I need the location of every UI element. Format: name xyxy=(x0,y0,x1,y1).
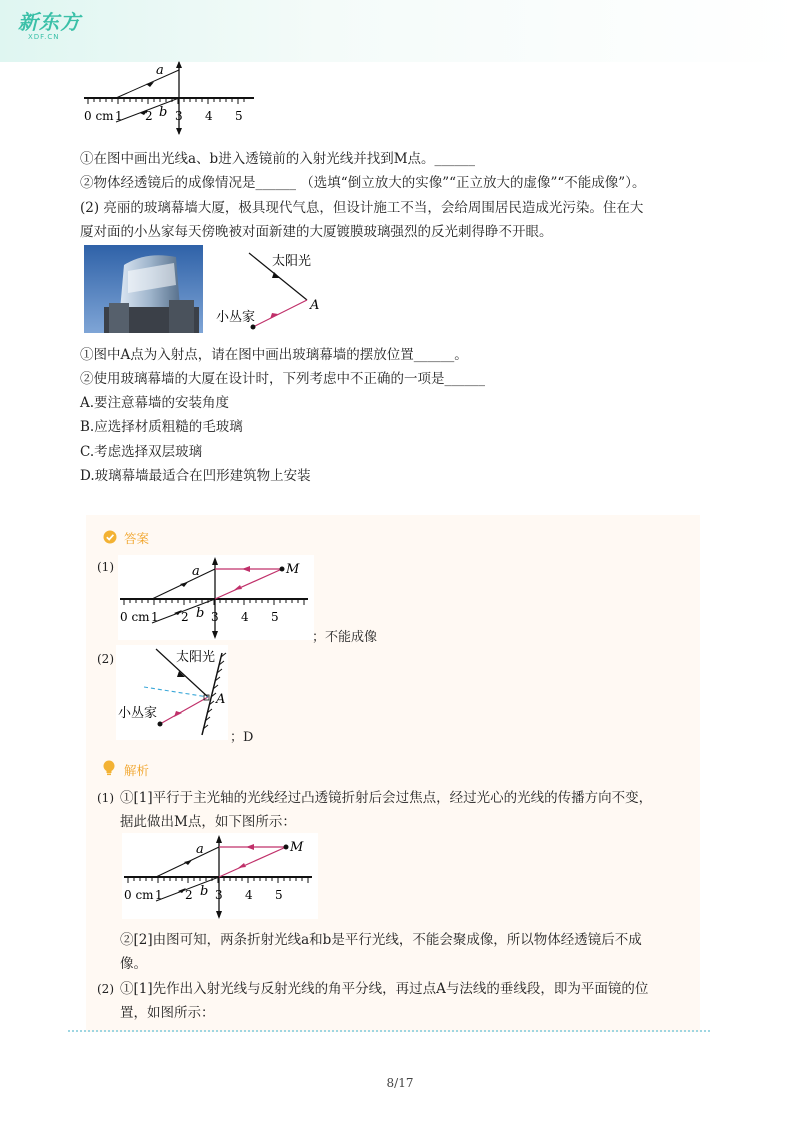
answer-point-m: M xyxy=(286,562,300,577)
question-line-4: 厦对面的小丛家每天傍晚被对面新建的大厦镀膜玻璃强烈的反光刺得睁不开眼。 xyxy=(80,224,553,240)
analysis-ruler-1: 1 xyxy=(155,888,163,902)
home-label: 小丛家 xyxy=(216,310,256,325)
analysis-lens-figure xyxy=(122,833,318,919)
answer-sunlight-label: 太阳光 xyxy=(176,650,216,665)
answer-1-text: ；不能成像 xyxy=(312,630,378,645)
sunlight-figure xyxy=(214,247,334,337)
analysis-ruler-2: 2 xyxy=(185,888,193,902)
lightbulb-icon xyxy=(102,760,116,776)
question-line-3: (2) 亮丽的玻璃幕墙大厦，极具现代气息，但设计施工不当，会给周围居民造成光污染。住在大 xyxy=(80,200,644,216)
ruler-label-2: 2 xyxy=(145,109,153,123)
ruler-label-5: 5 xyxy=(235,109,243,123)
logo-text: 新东方 xyxy=(18,10,81,34)
analysis-part-2: (2) xyxy=(97,982,114,996)
analysis-ruler-4: 4 xyxy=(245,888,253,902)
building-photo xyxy=(84,245,203,333)
option-b: B.应选择材质粗糙的毛玻璃 xyxy=(80,419,243,435)
ruler-label-3: 3 xyxy=(175,109,183,123)
analysis-line-2: 据此做出M点，如下图所示： xyxy=(120,814,296,830)
answer-ruler-3: 3 xyxy=(211,610,219,624)
analysis-point-m: M xyxy=(290,840,304,855)
xdf-logo xyxy=(18,6,98,46)
option-a: A.要注意幕墙的安装角度 xyxy=(80,395,230,411)
analysis-line-4: 像。 xyxy=(120,956,147,972)
analysis-ray-a: a xyxy=(196,842,204,857)
ray-label-a: a xyxy=(156,63,164,78)
answer-ruler-2: 2 xyxy=(181,610,189,624)
point-a-label: A xyxy=(310,298,320,313)
page-number: 8/17 xyxy=(386,1076,414,1090)
analysis-title: 解析 xyxy=(124,763,150,778)
answer-home-label: 小丛家 xyxy=(118,706,158,721)
ruler-label-4: 4 xyxy=(205,109,213,123)
answer-ruler-0: 0 cm xyxy=(120,610,150,624)
analysis-ruler-0: 0 cm xyxy=(124,888,154,902)
analysis-ray-b: b xyxy=(200,884,209,899)
analysis-line-1: ①[1]平行于主光轴的光线经过凸透镜折射后会过焦点，经过光心的光线的传播方向不变， xyxy=(120,790,653,806)
question-line-1: ①在图中画出光线a、b进入透镜前的入射光线并找到M点。______ xyxy=(80,151,476,167)
option-c: C.考虑选择双层玻璃 xyxy=(80,444,203,460)
question-line-5: ①图中A点为入射点，请在图中画出玻璃幕墙的摆放位置______。 xyxy=(80,347,468,363)
option-d: D.玻璃幕墙最适合在凹形建筑物上安装 xyxy=(80,468,311,484)
answer-ruler-1: 1 xyxy=(151,610,159,624)
answer-ruler-4: 4 xyxy=(241,610,249,624)
answer-ruler-5: 5 xyxy=(271,610,279,624)
sunlight-label: 太阳光 xyxy=(272,254,312,269)
answer-title: 答案 xyxy=(124,531,150,546)
answer-part-2: (2) xyxy=(97,652,114,666)
analysis-line-5: ①[1]先作出入射光线与反射光线的角平分线，再过点A与法线的垂线段，即为平面镜的位 xyxy=(120,981,649,997)
analysis-ruler-3: 3 xyxy=(215,888,223,902)
analysis-part-1: (1) xyxy=(97,791,114,805)
question-line-2: ②物体经透镜后的成像情况是______ （选填“倒立放大的实像”“正立放大的虚像”“不能成像”）。 xyxy=(80,175,646,191)
answer-lens-figure xyxy=(118,555,314,640)
answer-point-a: A xyxy=(216,692,226,707)
check-icon xyxy=(103,530,117,544)
ruler-label-1: 1 xyxy=(115,109,123,123)
analysis-ruler-5: 5 xyxy=(275,888,283,902)
answer-2-text: ；D xyxy=(230,730,254,745)
answer-ray-a: a xyxy=(192,564,200,579)
answer-mirror-figure xyxy=(116,645,228,740)
page-divider xyxy=(68,1030,710,1032)
lens-ruler-figure xyxy=(84,60,264,138)
answer-part-1: (1) xyxy=(97,560,114,574)
page-header xyxy=(0,0,800,62)
analysis-line-6: 置，如图所示： xyxy=(120,1005,215,1021)
ruler-label-0: 0 cm xyxy=(84,109,114,123)
analysis-line-3: ②[2]由图可知，两条折射光线a和b是平行光线，不能会聚成像，所以物体经透镜后不成 xyxy=(120,932,642,948)
logo-subtext: XDF.CN xyxy=(28,33,60,41)
answer-ray-b: b xyxy=(196,606,205,621)
ray-label-b: b xyxy=(159,105,168,120)
question-line-6: ②使用玻璃幕墙的大厦在设计时，下列考虑中不正确的一项是______ xyxy=(80,371,485,387)
